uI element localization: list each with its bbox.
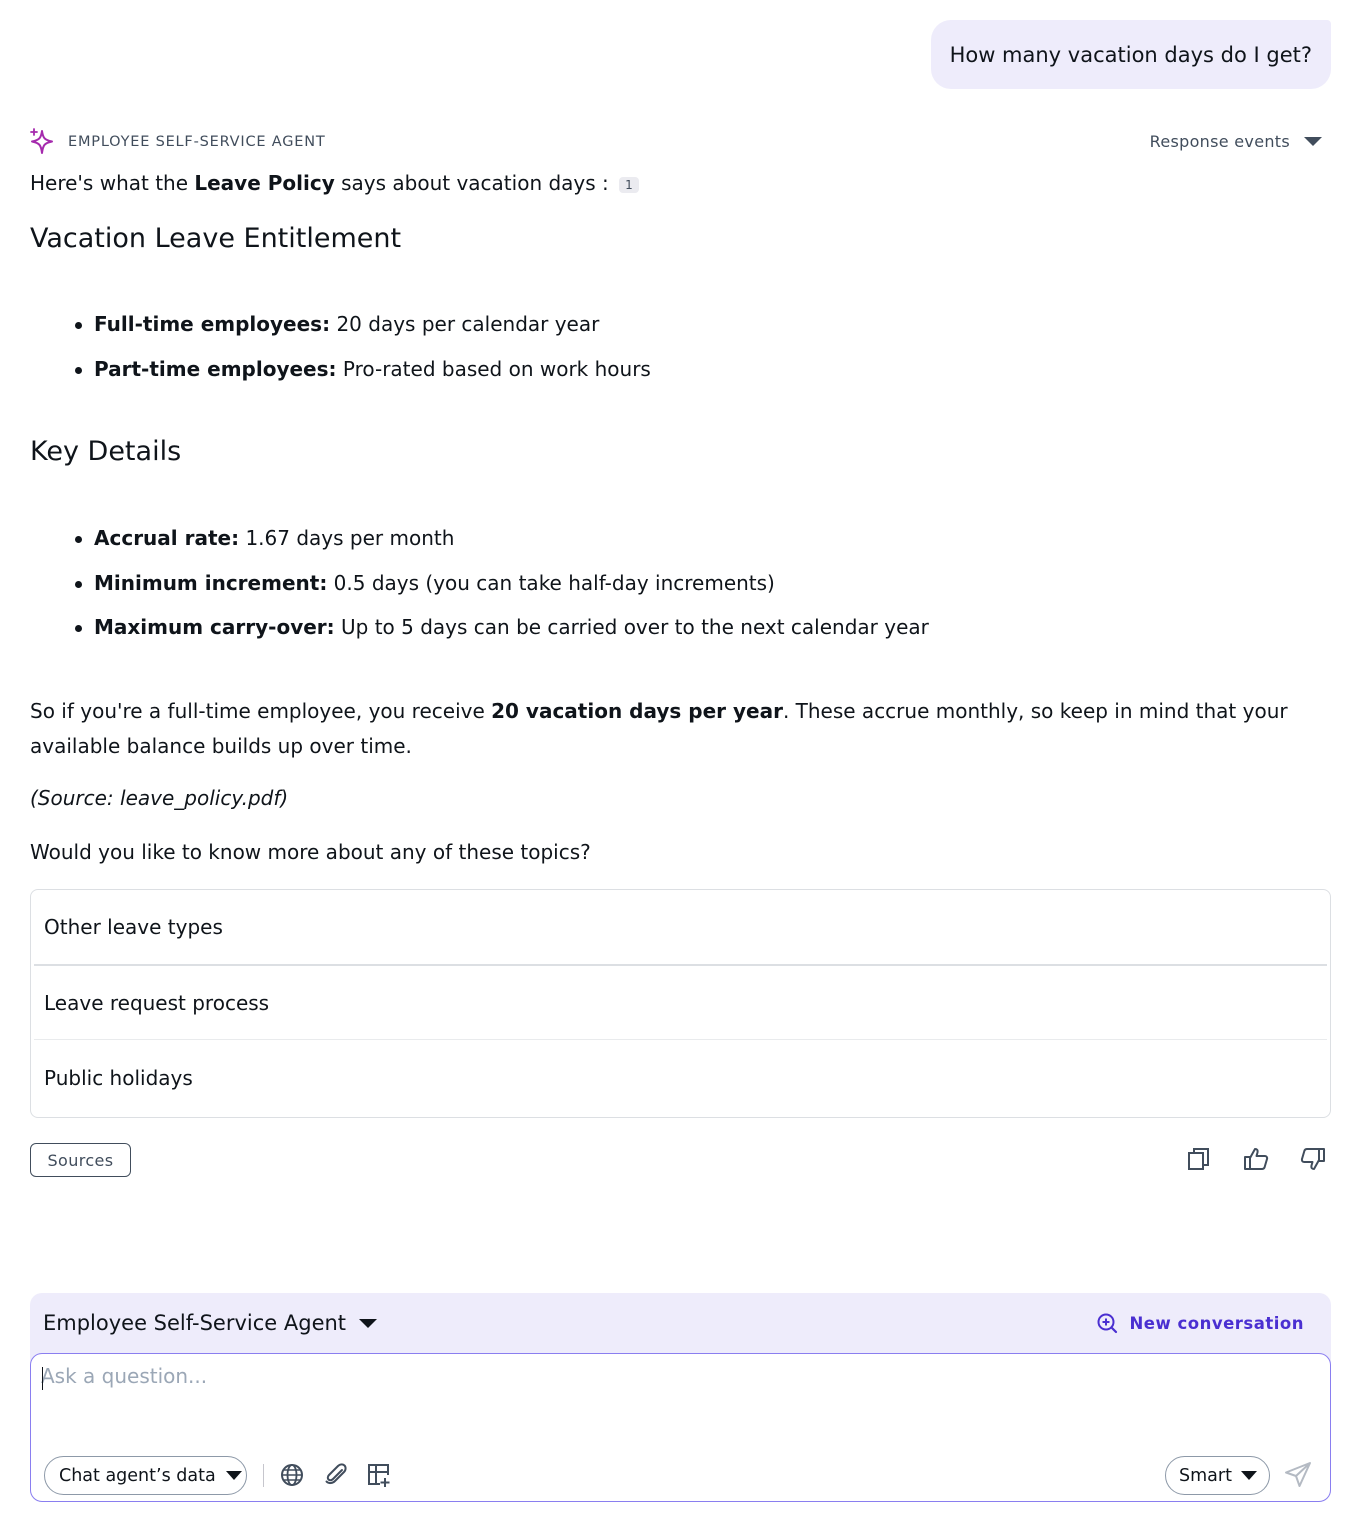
intro-bold: Leave Policy — [194, 171, 335, 195]
item-text: 0.5 days (you can take half-day increments) — [327, 570, 775, 595]
topic-leave-request-process[interactable]: Leave request process — [34, 966, 1327, 1040]
intro-prefix: Here's what the — [30, 171, 195, 195]
topic-other-leave-types[interactable]: Other leave types — [34, 890, 1327, 966]
item-label: Minimum increment: — [94, 570, 328, 595]
thumbs-up-icon — [1243, 1146, 1269, 1172]
sources-button[interactable]: Sources — [30, 1143, 131, 1177]
summary-suffix: . These accrue monthly, so keep in mind that your available balance builds up over time. — [30, 699, 1288, 758]
agent-name-label: EMPLOYEE SELF-SERVICE AGENT — [68, 134, 326, 150]
item-label: Maximum carry-over: — [94, 615, 335, 639]
summary-prefix: So if you're a full-time employee, you receive — [30, 699, 492, 723]
citation-badge[interactable]: 1 — [619, 177, 639, 193]
sparkle-icon — [30, 128, 56, 156]
copy-button[interactable] — [1186, 1146, 1212, 1172]
copy-icon — [1186, 1146, 1212, 1172]
summary-paragraph — [30, 694, 1330, 764]
caret-down-icon — [1304, 137, 1322, 146]
list-item — [94, 524, 929, 569]
list-item — [94, 613, 929, 658]
section-title-vacation: Vacation Leave Entitlement — [30, 223, 402, 254]
web-search-button[interactable] — [279, 1462, 305, 1488]
agent-selector[interactable] — [43, 1311, 377, 1335]
key-details-list — [94, 524, 929, 658]
new-conversation-icon — [1096, 1312, 1118, 1334]
list-item — [94, 310, 651, 355]
item-label: Part-time employees: — [94, 356, 337, 381]
response-events-toggle[interactable] — [1150, 132, 1322, 151]
caret-down-icon — [359, 1319, 377, 1328]
response-events-label: Response events — [1149, 132, 1290, 151]
thumbs-up-button[interactable] — [1243, 1146, 1269, 1172]
question-input[interactable] — [41, 1364, 1311, 1424]
agent-selector-label: Employee Self-Service Agent — [43, 1311, 347, 1335]
intro-suffix: says about vacation days : — [334, 171, 609, 195]
text-cursor — [42, 1367, 43, 1390]
item-text: 20 days per calendar year — [330, 312, 600, 336]
caret-down-icon — [226, 1471, 242, 1480]
source-note: (Source: leave_policy.pdf) — [30, 786, 289, 810]
table-add-icon — [366, 1462, 392, 1488]
paperclip-icon — [323, 1462, 349, 1488]
section-title-key-details: Key Details — [30, 436, 182, 467]
data-source-label: Chat agent’s data — [59, 1465, 216, 1486]
response-intro — [30, 171, 639, 195]
list-item — [94, 355, 651, 400]
item-label: Full-time employees: — [94, 312, 331, 336]
globe-icon — [279, 1462, 305, 1488]
send-icon — [1283, 1460, 1313, 1490]
thumbs-down-button[interactable] — [1300, 1146, 1326, 1172]
item-text: Pro-rated based on work hours — [336, 356, 651, 381]
summary-bold: 20 vacation days per year — [491, 699, 783, 723]
agent-header — [30, 128, 326, 156]
suggested-topics — [30, 889, 1331, 1118]
add-table-button[interactable] — [366, 1462, 392, 1488]
user-message-bubble — [931, 20, 1331, 89]
thumbs-down-icon — [1300, 1146, 1326, 1172]
mode-selector[interactable] — [1165, 1456, 1270, 1495]
user-message-text: How many vacation days do I get? — [949, 42, 1312, 67]
toolbar-divider — [263, 1464, 264, 1487]
topic-public-holidays[interactable]: Public holidays — [44, 1065, 193, 1090]
item-text: 1.67 days per month — [239, 526, 455, 550]
list-item — [94, 569, 929, 614]
question-input-box — [30, 1353, 1331, 1502]
item-label: Accrual rate: — [94, 526, 240, 550]
caret-down-icon — [1241, 1471, 1257, 1480]
followup-question: Would you like to know more about any of these topics? — [30, 840, 591, 864]
data-source-selector[interactable] — [44, 1456, 247, 1495]
attach-file-button[interactable] — [323, 1462, 349, 1488]
mode-label: Smart — [1179, 1465, 1232, 1486]
chat-composer — [30, 1293, 1331, 1502]
new-conversation-label: New conversation — [1129, 1313, 1304, 1333]
vacation-entitlement-list — [94, 310, 651, 399]
send-button[interactable] — [1283, 1460, 1313, 1490]
item-text: Up to 5 days can be carried over to the next calendar year — [334, 615, 929, 639]
new-conversation-button[interactable] — [1096, 1312, 1304, 1334]
